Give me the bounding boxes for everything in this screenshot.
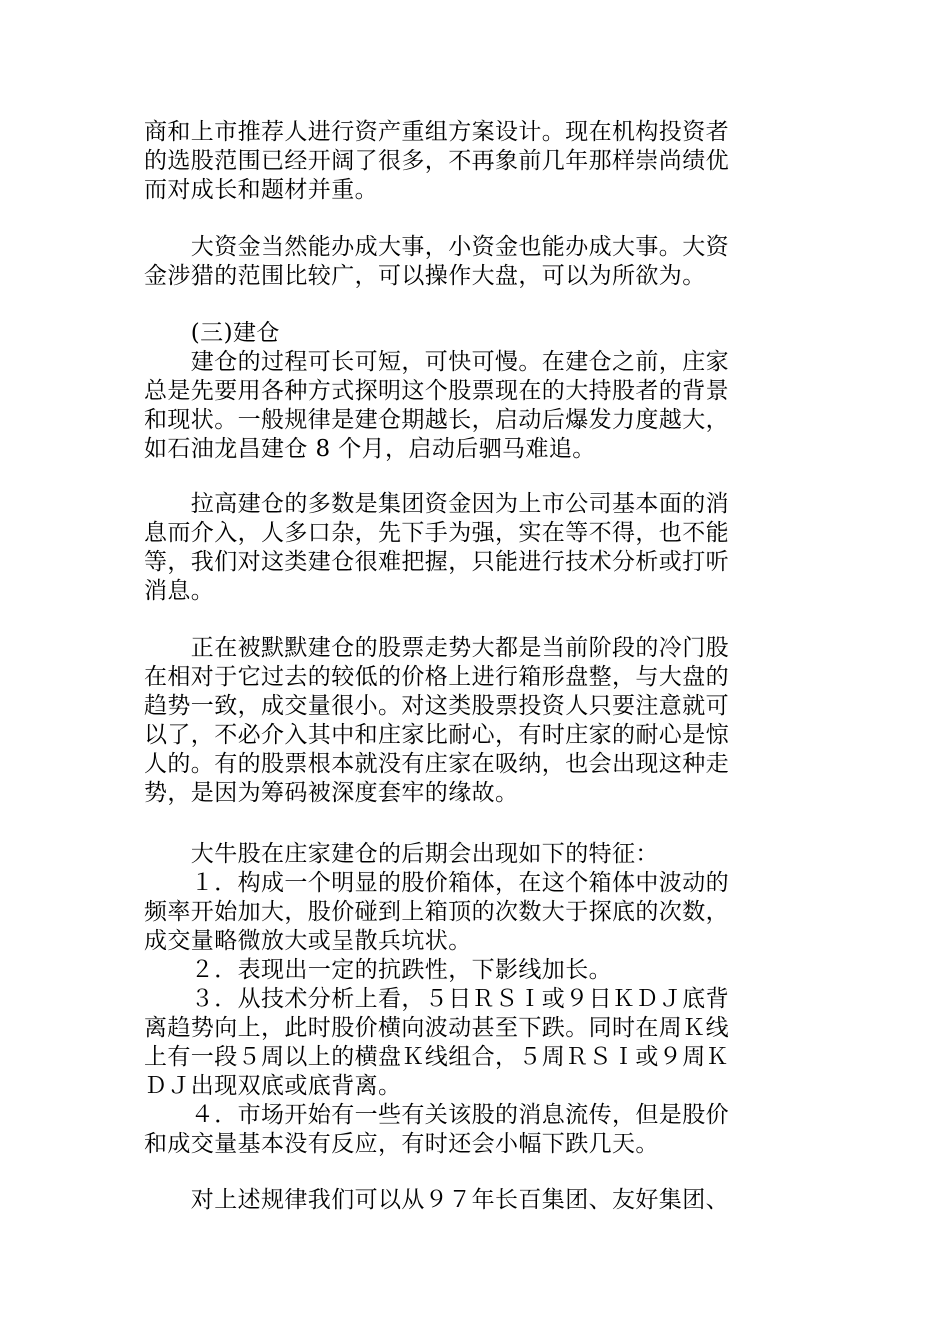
list-item-1: １．构成一个明显的股价箱体，在这个箱体中波动的 [144, 870, 729, 896]
paragraph-examples [144, 1186, 814, 1215]
text-line: 正在被默默建仓的股票走势大都是当前阶段的冷门股 [144, 635, 729, 661]
text-line: 上有一段５周以上的横盘Ｋ线组合，５周ＲＳＩ或９周Ｋ [144, 1044, 729, 1070]
text-line: 对上述规律我们可以从９７年长百集团、友好集团、 [144, 1187, 729, 1213]
text-line: 建仓的过程可长可短，可快可慢。在建仓之前，庄家 [144, 349, 729, 375]
paragraph-raising-position [144, 490, 814, 606]
text-line: 人的。有的股票根本就没有庄家在吸纳，也会出现这种走 [144, 751, 729, 777]
text-line: ＤＪ出现双底或底背离。 [144, 1073, 402, 1099]
paragraph-asset-restructuring [144, 118, 814, 205]
text-line: 等，我们对这类建仓很难把握，只能进行技术分析或打听 [144, 549, 729, 575]
text-line: 大牛股在庄家建仓的后期会出现如下的特征： [144, 841, 659, 867]
text-line: 以了，不必介入其中和庄家比耐心，有时庄家的耐心是惊 [144, 722, 729, 748]
paragraph-silent-building [144, 634, 814, 808]
text-line: 成交量略微放大或呈散兵坑状。 [144, 928, 472, 954]
paragraph-big-small-funds [144, 233, 814, 291]
text-line: 拉高建仓的多数是集团资金因为上市公司基本面的消 [144, 491, 729, 517]
text-line: 商和上市推荐人进行资产重组方案设计。现在机构投资者 [144, 119, 729, 145]
text-line: 而对成长和题材并重。 [144, 177, 378, 203]
list-item-3: ３．从技术分析上看，５日ＲＳＩ或９日ＫＤＪ底背 [144, 986, 729, 1012]
text-line: 和成交量基本没有反应，有时还会小幅下跌几天。 [144, 1131, 659, 1157]
text-line: 总是先要用各种方式探明这个股票现在的大持股者的背景 [144, 378, 729, 404]
section-building-position [144, 319, 814, 464]
paragraph-bull-stock-features [144, 840, 814, 1159]
list-item-2: ２．表现出一定的抗跌性，下影线加长。 [144, 957, 612, 983]
text-line: 势，是因为筹码被深度套牢的缘故。 [144, 780, 519, 806]
section-heading: (三)建仓 [144, 320, 280, 346]
text-line: 消息。 [144, 578, 215, 604]
text-line: 如石油龙昌建仓 8 个月，启动后驷马难追。 [144, 436, 596, 462]
text-line: 大资金当然能办成大事，小资金也能办成大事。大资 [144, 234, 729, 260]
text-line: 在相对于它过去的较低的价格上进行箱形盘整，与大盘的 [144, 664, 729, 690]
text-line: 和现状。一般规律是建仓期越长，启动后爆发力度越大， [144, 407, 729, 433]
text-line: 离趋势向上，此时股价横向波动甚至下跌。同时在周Ｋ线 [144, 1015, 729, 1041]
list-item-4: ４．市场开始有一些有关该股的消息流传，但是股价 [144, 1102, 729, 1128]
text-line: 趋势一致，成交量很小。对这类股票投资人只要注意就可 [144, 693, 729, 719]
text-line: 频率开始加大，股价碰到上箱顶的次数大于探底的次数， [144, 899, 729, 925]
text-line: 金涉猎的范围比较广，可以操作大盘，可以为所欲为。 [144, 263, 706, 289]
text-line: 的选股范围已经开阔了很多，不再象前几年那样崇尚绩优 [144, 148, 729, 174]
text-line: 息而介入，人多口杂，先下手为强，实在等不得，也不能 [144, 520, 729, 546]
